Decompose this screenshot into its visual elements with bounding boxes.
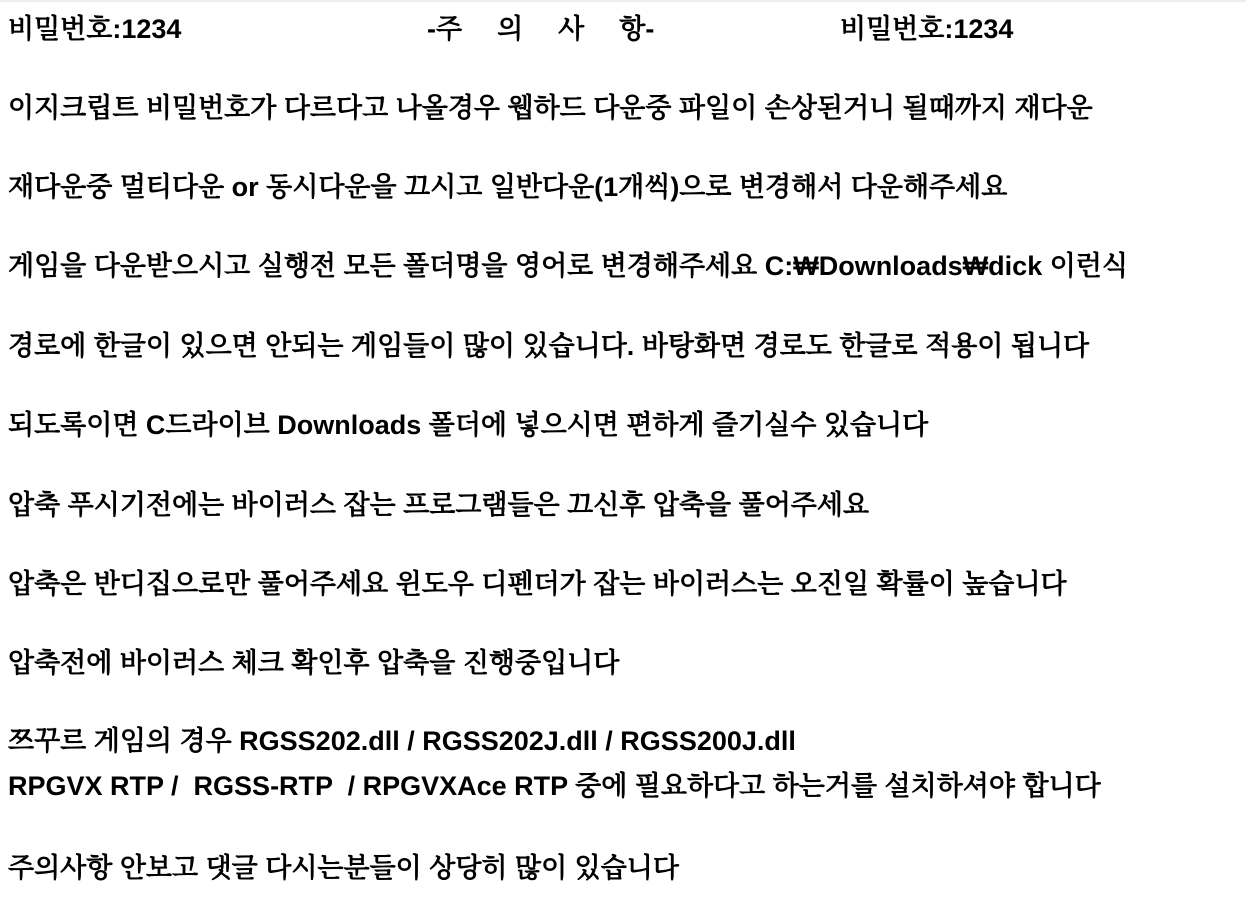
notice-line-bandizip: 압축은 반디집으로만 풀어주세요 윈도우 디펜더가 잡는 바이러스는 오진일 확률이 높습니다 xyxy=(8,569,1067,599)
page-title: -주 의 사 항- xyxy=(427,14,655,44)
notice-line-rtp-install: RPGVX RTP / RGSS-RTP / RPGVXAce RTP 중에 필요하다고 하는거를 설치하셔야 합니다 xyxy=(8,771,1101,801)
notice-line-cdrive: 되도록이면 C드라이브 Downloads 폴더에 넣으시면 편하게 즐기실수 있습니다 xyxy=(8,410,929,440)
notice-line-virus-check: 압축전에 바이러스 체크 확인후 압축을 진행중입니다 xyxy=(8,648,620,678)
notice-line-redownload: 이지크립트 비밀번호가 다르다고 나올경우 웹하드 다운중 파일이 손상된거니 될때까지 재다운 xyxy=(8,93,1093,123)
notice-line-multidown: 재다운중 멀티다운 or 동시다운을 끄시고 일반다운(1개씩)으로 변경해서 다운해주세요 xyxy=(8,172,1008,202)
password-left: 비밀번호:1234 xyxy=(8,14,182,44)
crop-artifact-line xyxy=(0,0,1246,2)
password-right: 비밀번호:1234 xyxy=(840,14,1014,44)
notice-line-antivirus-off: 압축 푸시기전에는 바이러스 잡는 프로그램들은 끄신후 압축을 풀어주세요 xyxy=(8,490,870,520)
notice-line-rename-folder: 게임을 다운받으시고 실행전 모든 폴더명을 영어로 변경해주세요 C:₩Downloads₩dick 이런식 xyxy=(8,251,1128,281)
notice-line-read-warning: 주의사항 안보고 댓글 다시는분들이 상당히 많이 있습니다 xyxy=(8,853,679,883)
notice-line-rgss-dll: 쯔꾸르 게임의 경우 RGSS202.dll / RGSS202J.dll / RGSS200J.dll xyxy=(8,726,796,756)
notice-line-korean-path: 경로에 한글이 있으면 안되는 게임들이 많이 있습니다. 바탕화면 경로도 한글로 적용이 됩니다 xyxy=(8,331,1090,361)
header-row xyxy=(0,12,1246,48)
